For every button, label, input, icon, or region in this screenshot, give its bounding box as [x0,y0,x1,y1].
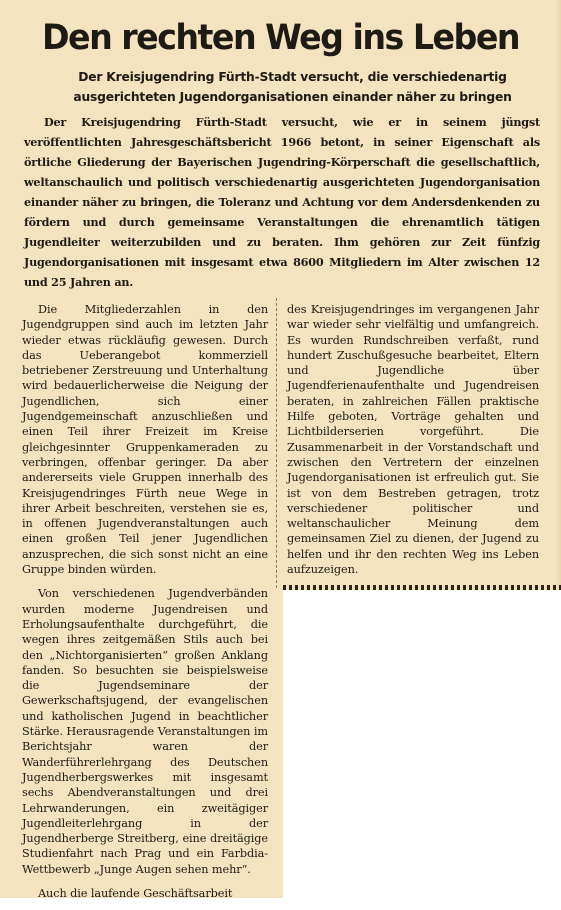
article-end-rule [283,585,561,590]
blank-background [283,590,561,898]
clipping-edge [555,0,561,590]
article-lead-paragraph: Der Kreisjugendring Fürth-Stadt versucht, wie er in seinem jüngst veröffentlichten Jahresgeschäftsbericht 1966 betont, in seiner Eigenschaft als örtliche Gliederung der Bayerischen Jugendring-Körperschaft die gesellschaftlich, weltanschaulich und politisch verschiedenartig ausgerichteten Jugendorganisation einander näher zu bringen, die Toleranz und Achtung vor dem Andersdenkenden zu fördern und durch gemeinsame Veranstaltungen die ehrenamtlich tätigen Jugendleiter weiterzubilden und zu beraten. Ihm gehören zur Zeit fünfzig Jugendorganisationen mit insgesamt etwa 8600 Mitgliedern im Alter zwischen 12 und 25 Jahren an. [24,115,540,289]
article-headline: Den rechten Weg ins Leben [41,18,520,58]
column-divider [276,298,277,588]
left-paragraph-2: Von verschiedenen Jugendverbänden wurden moderne Jugendreisen und Erholungsaufenthalte durchgeführt, die wegen ihres zeitgemäßen Stils auch bei den „Nichtorganisierten“ großen Anklang fanden. So besuchten sie beispielsweise die Jugendseminare der Gewerkschaftsjugend, der evangelischen und katholischen Jugend in beachtlicher Stärke. Herausragende Veranstaltungen im Berichtsjahr waren der Wanderführerlehrgang des Deutschen Jugendherbergswerkes mit insgesamt sechs Abendveranstaltungen und drei Lehrwanderungen, ein zweitägiger Jugendleiterlehrgang in der Jugendherberge Streitberg, eine dreitägige Studienfahrt nach Prag und ein Farbdia-Wettbewerb „Junge Augen sehen mehr“. [22,587,268,876]
left-paragraph-1: Die Mitgliederzahlen in den Jugendgruppen sind auch im letzten Jahr wieder etwas rückläufig gewesen. Durch das Ueberangebot kommerziell betriebener Zerstreuung und Unterhaltung wird bedauerlicherweise die Neigung der Jugendlichen, sich einer Jugendgemeinschaft anzuschließen und einen Teil ihrer Freizeit im Kreise gleichgesinnter Gruppenkameraden zu verbringen, offenbar geringer. Da aber andererseits viele Gruppen innerhalb des Kreisjugendringes Fürth neue Wege in ihrer Arbeit beschreiten, verstehen sie es, in offenen Jugendveranstaltungen auch einen großen Teil jener Jugendlichen anzusprechen, die sich sonst nicht an eine Gruppe binden würden. [22,303,268,577]
right-paragraph-1: des Kreisjugendringes im vergangenen Jahr war wieder sehr vielfältig und umfangreich. Es wurden Rundschreiben verfaßt, rund hundert Zuschußgesuche bearbeitet, Eltern und Jugendliche über Jugendferienaufenthalte und Jugendreisen beraten, in zahlreichen Fällen praktische Hilfe geboten, Vorträge gehalten und Lichtbilderserien vorgeführt. Die Zusammenarbeit in der Vorstandschaft und zwischen den Vertretern der einzelnen Jugendorganisationen ist erfreulich gut. Sie ist von dem Bestreben getragen, trotz verschiedener politischer und weltanschaulicher Meinung dem gemeinsamen Ziel zu dienen, der Jugend zu helfen und ihr den rechten Weg ins Leben aufzuzeigen. [287,303,539,577]
article-subheadline: Der Kreisjugendring Fürth-Stadt versucht, die verschiedenartig ausgerichteten Jugendorganisationen einander näher zu bringen [73,70,512,104]
left-paragraph-3: Auch die laufende Geschäftsarbeit [38,886,233,900]
article-left-column [22,302,268,910]
article-right-column [287,302,539,586]
